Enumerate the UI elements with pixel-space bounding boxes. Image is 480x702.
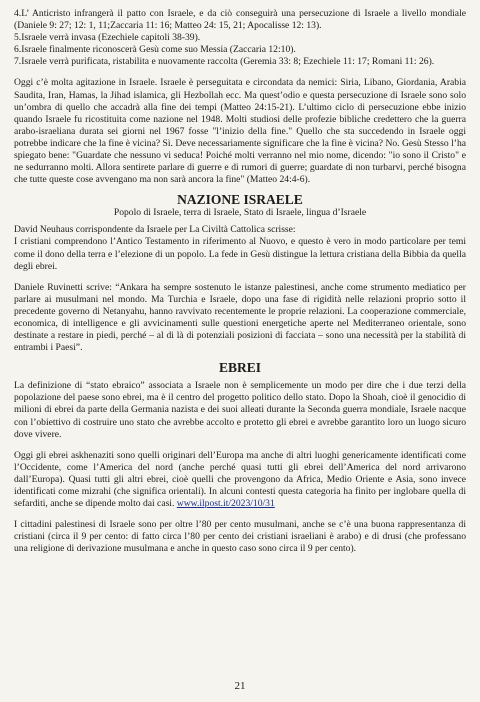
list-item: 6.Israele finalmente riconoscerà Gesù come suo Messia (Zaccaria 12:10). xyxy=(14,44,296,56)
neuhaus-quote: I cristiani comprendono l’Antico Testamento in riferimento al Nuovo, e questo è vero in modo particolare per temi come il dono della terra e l’elezione di un popolo. La fede in Gesù distingue la lettura cristiana della Bibbia da quella degli ebrei. xyxy=(14,236,466,272)
section-title-ebrei: EBREI xyxy=(218,360,262,376)
list-item: 7.Israele verrà purificata, ristabilita e nuovamente raccolta (Geremia 33: 8; Ezechiele 11: 17; Romani 11: 26). xyxy=(14,56,435,68)
list-item: 5.Israele verrà invasa (Ezechiele capitoli 38-39). xyxy=(14,32,201,44)
ebrei-paragraph-1: La definizione di “stato ebraico” associata a Israele non è semplicemente un modo per dire che i due terzi della popolazione del paese sono ebrei, ma è il centro del progetto politico dello stato. Dopo la Shoah, cioè il genocidio di milioni di ebrei da parte della Germania nazista e dei suoi alleati durante la Seconda guerra mondiale, Israele nacque con l’obiettivo di costruire uno stato che avrebbe accolto e protetto gli ebrei e avrebbe garantito loro un luogo sicuro dove vivere. xyxy=(14,380,466,440)
neuhaus-intro: David Neuhaus corrispondente da Israele per La Civiltà Cattolica scrisse: xyxy=(14,224,296,236)
ebrei-paragraph-2-text: Oggi gli ebrei askhenaziti sono quelli originari dell’Europa ma anche di altri luoghi genericamente identificati come l’Occidente, come l’America del nord (anche perché quasi tutti gli ebrei dell’America del nord arrivarono dall’Europa). Quasi tutti gli altri ebrei, cioè quelli che provengono da Africa, Medio Oriente e Asia, sono invece identificati come mizrahi (che significa orientali). In alcuni contesti questa categoria ha finito per inglobare quella di sefarditi, anche se dipende molto dai casi. xyxy=(14,449,466,510)
prophecy-list xyxy=(14,8,466,68)
section-subtitle-nazione: Popolo di Israele, terra di Israele, Stato di Israele, lingua d’Israele xyxy=(113,207,367,219)
intro-paragraph: Oggi c’è molta agitazione in Israele. Israele è perseguitata e circondata da nemici: Siria, Libano, Giordania, Arabia Saudita, Iran, Hamas, la Jihad islamica, gli Hezbollah ecc. Ma quest’odio e questa persecuzione di Israele sono solo un’ombra di quello che accadrà alla fine dei tempi (Matteo 24:15-21). L’ultimo ciclo di persecuzione ebbe inizio quando Israele fu ricostituita come nazione nel 1948. Molti studiosi delle profezie bibliche credettero che la guerra arabo-israeliana durata sei giorni nel 1967 fosse "l’inizio della fine." Quello che sta succedendo in Israele oggi potrebbe indicare che la fine è vicina? Sì. Deve necessariamente significare che la fine è vicina? No. Gesù Stesso l’ha spiegato bene: "Guardate che nessuno vi seduca! Poiché molti verranno nel mio nome, dicendo: "io sono il Cristo" e ne sedurranno molti. Allora sentirete parlare di guerre e di rumori di guerre; guardate di non turbarvi, perché bisogna che tutte queste cose avvengano ma non sarà ancora la fine" (Matteo 24:4-6). xyxy=(14,77,466,186)
list-item: 4.L’ Anticristo infrangerà il patto con Israele, e da ciò conseguirà una persecuzione di Israele a livello mondiale (Daniele 9: 27; 12: 1, 11;Zaccaria 11: 16; Matteo 24: 15, 21; Apocalisse 12: 13). xyxy=(14,8,466,32)
page-number: 21 xyxy=(234,680,246,692)
ruvinetti-quote: Daniele Ruvinetti scrive: “Ankara ha sempre sostenuto le istanze palestinesi, anche come strumento mediatico per parlare ai musulmani nel mondo. Ma Turchia e Israele, dopo una fase di rigidità nelle relazioni proprio sotto il precedente governo di Netanyahu, hanno ravvivato recentemente le proprie relazioni. La cooperazione commerciale, economica, di intelligence e gli avvicinamenti sulle questioni energetiche aperte nel Mediterraneo orientale, sono destinate a restare in piedi, perché – al di là di potenziali posizioni di facciata – sono una necessità per la stabilità di entrambi i Paesi”. xyxy=(14,281,466,354)
ebrei-paragraph-2 xyxy=(14,450,466,510)
document-page xyxy=(14,8,466,555)
section-title-nazione: NAZIONE ISRAELE xyxy=(177,192,303,208)
ebrei-paragraph-3: I cittadini palestinesi di Israele sono per oltre l’80 per cento musulmani, anche se c’è una buona rappresentanza di cristiani (circa il 9 per cento: di fatto circa l’80 per cento dei cristiani israeliani è arabo) e di drusi (che professano una religione di derivazione musulmana e anche in questo caso sono circa il 9 per cento). xyxy=(14,519,466,555)
source-link[interactable]: www.ilpost.it/2023/10/31 xyxy=(176,498,275,510)
